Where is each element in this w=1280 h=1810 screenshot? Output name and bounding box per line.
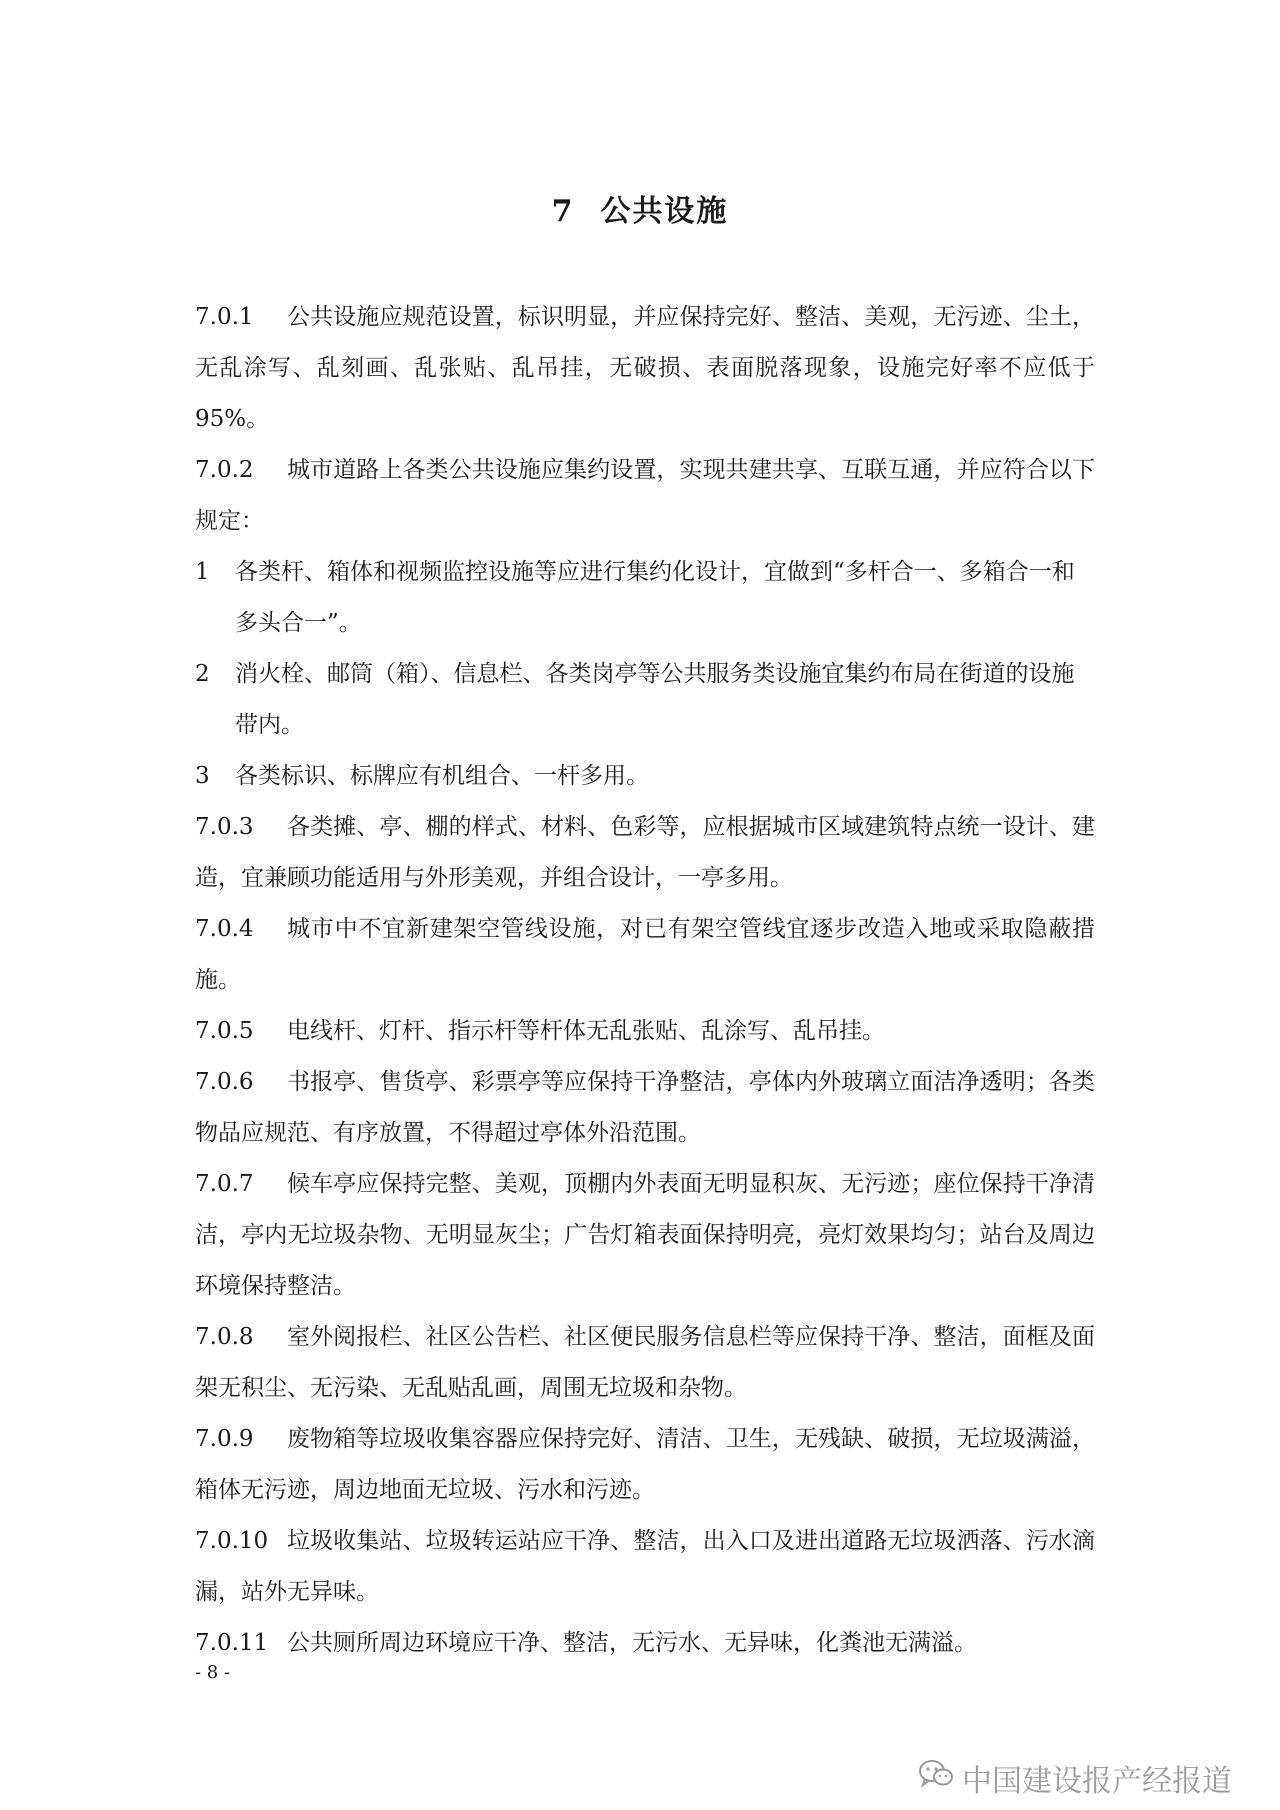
list-item-text: 消火栓、邮筒（箱）、信息栏、各类岗亭等公共服务类设施宜集约布局在街道的设施带内。 <box>235 661 1075 738</box>
clause-text: 各类摊、亭、棚的样式、材料、色彩等，应根据城市区域建筑特点统一设计、建造，宜兼顾功能适用与外形美观，并组合设计，一亭多用。 <box>195 814 1095 891</box>
clause-number: 7.0.5 <box>195 1018 254 1044</box>
list-item-text: 各类标识、标牌应有机组合、一杆多用。 <box>235 763 649 789</box>
clause-paragraph <box>195 1057 1095 1159</box>
clause-paragraph <box>195 802 1095 904</box>
clause-paragraph <box>195 1618 1095 1669</box>
section-title-text: 公共设施 <box>600 194 729 229</box>
page-number: - 8 - <box>195 1662 231 1683</box>
section-number: 7 <box>551 194 575 229</box>
clause-paragraph <box>195 1312 1095 1414</box>
list-item-number: 1 <box>195 559 210 585</box>
clause-text: 废物箱等垃圾收集容器应保持完好、清洁、卫生，无残缺、破损，无垃圾满溢，箱体无污迹，周边地面无垃圾、污水和污迹。 <box>195 1426 1095 1503</box>
clause-number: 7.0.2 <box>195 457 254 483</box>
clause-text: 城市中不宜新建架空管线设施，对已有架空管线宜逐步改造入地或采取隐蔽措施。 <box>195 916 1095 993</box>
clause-paragraph <box>195 445 1095 547</box>
list-item-number: 2 <box>195 661 210 687</box>
clause-number: 7.0.10 <box>195 1528 269 1554</box>
clause-number: 7.0.11 <box>195 1630 269 1656</box>
clause-text: 公共设施应规范设置，标识明显，并应保持完好、整洁、美观，无污迹、尘土，无乱涂写、乱刻画、乱张贴、乱吊挂，无破损、表面脱落现象，设施完好率不应低于 95%。 <box>195 304 1095 432</box>
clause-text: 城市道路上各类公共设施应集约设置，实现共建共享、互联互通，并应符合以下规定： <box>195 457 1095 534</box>
list-item <box>195 649 1095 751</box>
list-item <box>195 547 1095 649</box>
clause-text: 室外阅报栏、社区公告栏、社区便民服务信息栏等应保持干净、整洁，面框及面架无积尘、无污染、无乱贴乱画，周围无垃圾和杂物。 <box>195 1324 1095 1401</box>
clause-text: 垃圾收集站、垃圾转运站应干净、整洁，出入口及进出道路无垃圾洒落、污水滴漏，站外无异味。 <box>195 1528 1095 1605</box>
clause-number: 7.0.4 <box>195 916 254 942</box>
clause-number: 7.0.6 <box>195 1069 254 1095</box>
watermark-text: 中国建设报产经报道 <box>962 1764 1232 1799</box>
list-item-text: 各类杆、箱体和视频监控设施等应进行集约化设计，宜做到“多杆合一、多箱合一和多头合一”。 <box>235 559 1075 636</box>
clause-paragraph <box>195 1516 1095 1618</box>
clause-number: 7.0.3 <box>195 814 254 840</box>
document-body <box>195 292 1095 1669</box>
list-item <box>195 751 1095 802</box>
wechat-icon <box>918 1759 962 1797</box>
clause-text: 书报亭、售货亭、彩票亭等应保持干净整洁，亭体内外玻璃立面洁净透明；各类物品应规范、有序放置，不得超过亭体外沿范围。 <box>195 1069 1095 1146</box>
clause-text: 公共厕所周边环境应干净、整洁，无污水、无异味，化粪池无满溢。 <box>287 1630 977 1656</box>
clause-number: 7.0.7 <box>195 1171 254 1197</box>
clause-text: 候车亭应保持完整、美观，顶棚内外表面无明显积灰、无污迹；座位保持干净清洁，亭内无垃圾杂物、无明显灰尘；广告灯箱表面保持明亮，亮灯效果均匀；站台及周边环境保持整洁。 <box>195 1171 1095 1299</box>
clause-paragraph <box>195 292 1095 445</box>
clause-text: 电线杆、灯杆、指示杆等杆体无乱张贴、乱涂写、乱吊挂。 <box>287 1018 885 1044</box>
clause-paragraph <box>195 904 1095 1006</box>
clause-paragraph <box>195 1006 1095 1057</box>
section-title <box>0 186 1280 230</box>
clause-number: 7.0.9 <box>195 1426 254 1452</box>
clause-paragraph <box>195 1159 1095 1312</box>
clause-number: 7.0.1 <box>195 304 254 330</box>
list-item-number: 3 <box>195 763 210 789</box>
clause-paragraph <box>195 1414 1095 1516</box>
watermark <box>918 1756 1232 1800</box>
clause-number: 7.0.8 <box>195 1324 254 1350</box>
